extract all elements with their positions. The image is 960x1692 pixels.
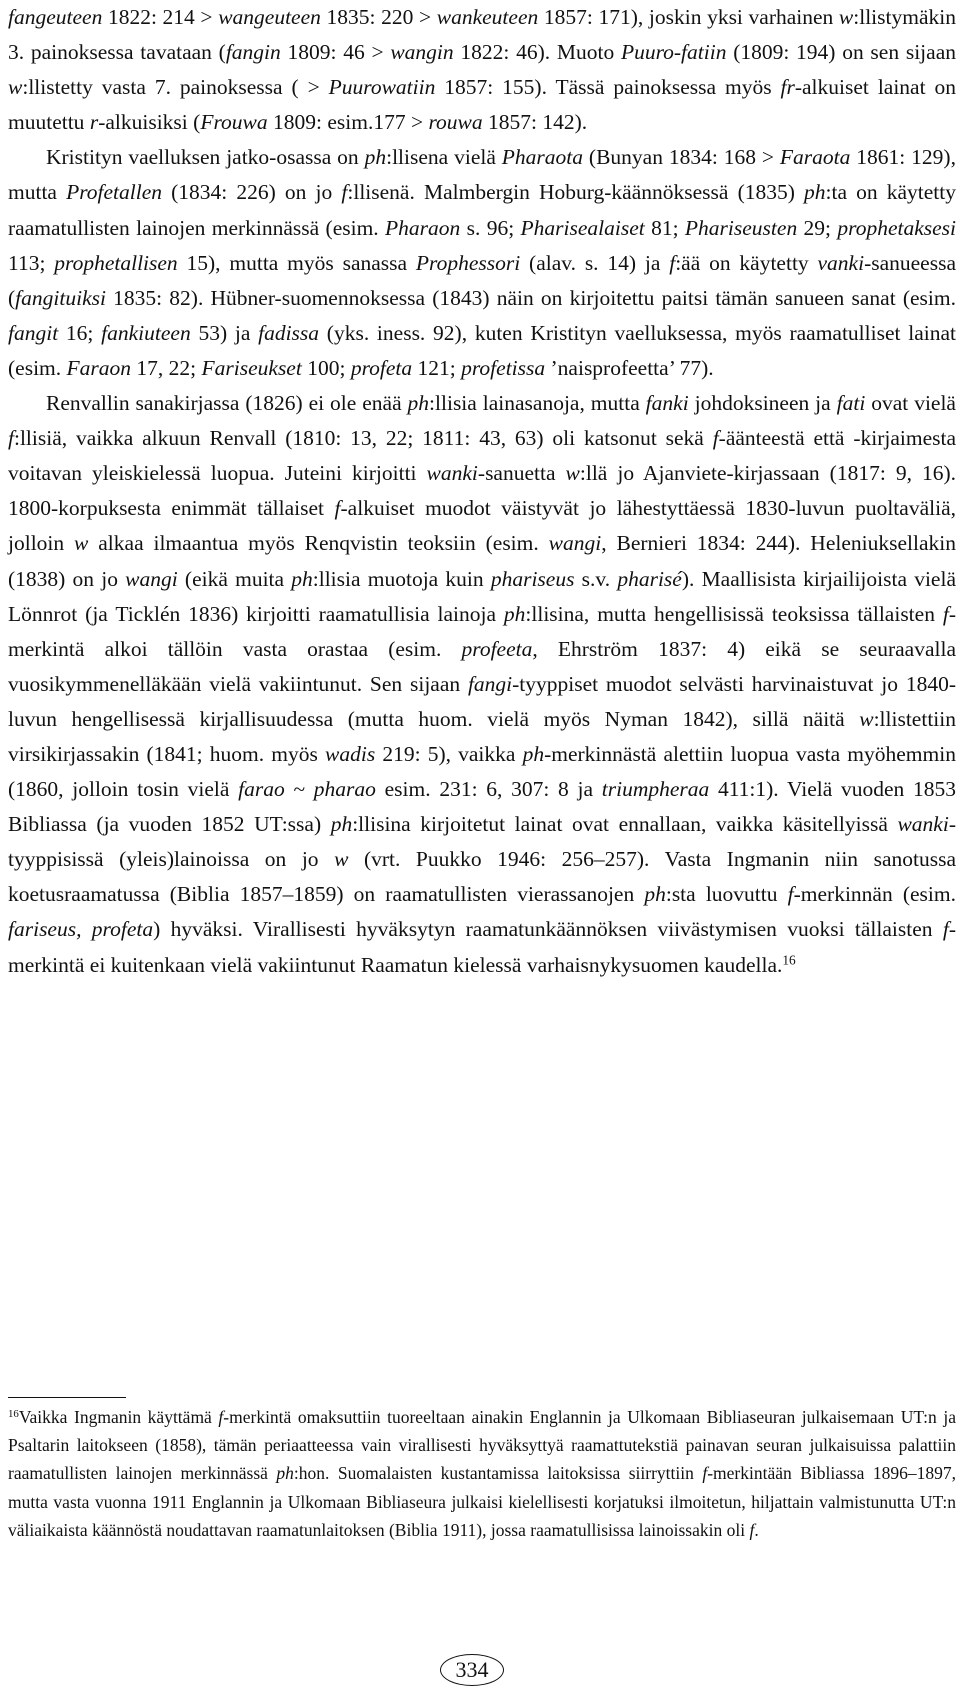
text-run: 1809: esim.177 > [267,110,429,135]
text-run: (alav. s. 14) ja [520,250,670,275]
italic-term: Prophessori [415,250,521,275]
text-run: alkaa ilmaantua myös Renqvistin teoksiin (esim. [88,531,549,556]
italic-term: wangin [390,40,454,65]
text-run: 1835: 82). Hübner-suomennoksessa (1843) näin on kirjoitettu paitsi tämän sanueen sanat (esim. [105,285,956,310]
text-run: :llisiä, vaikka alkuun Renvall (1810: 13, 22; 1811: 43, 63) oli katsonut sekä [13,426,713,451]
italic-term: phariseus [490,566,575,591]
text-run: 411:1). Vielä vuoden 1853 Bibliassa (ja vuoden 1852 UT:ssa) [8,777,956,837]
italic-term: f [334,496,341,521]
text-run: ’naisprofeetta’ 77). [545,355,714,380]
italic-term: fati [836,391,866,416]
italic-term: Pharaota [501,145,584,170]
italic-term: w [74,531,89,556]
text-run: 113; [8,250,55,275]
text-run: 1835: 220 > [320,5,437,29]
italic-term: wangeuteen [218,5,321,29]
italic-term: profeeta [461,636,533,661]
italic-term: ph [364,145,387,170]
text-run: 1861: 129), mutta [8,145,956,205]
text-run: -tyyppiset muodot selvästi harvinaistuvat jo 1840-luvun hengellisessä kirjallisuudessa (mutta huom. vielä myös Nyman 1842), sillä näitä [8,671,956,731]
text-run: -merkinnästä alettiin luopua vasta myöhemmin (1860, jolloin tosin vielä [8,741,956,802]
page-number [440,1654,504,1686]
italic-term: wankeuteen [436,5,539,29]
text-run: esim. 231: 6, 307: 8 ja [375,777,602,802]
italic-term: pharisé [617,566,682,591]
text-run: :sta luovuttu [665,882,788,907]
footnotes [8,1403,956,1544]
italic-term: wangi [125,566,178,591]
italic-term: farao [238,777,285,802]
text-run: . [754,1519,759,1540]
text-run: 15), mutta myös sanassa [177,250,416,275]
text-run: (1809: 194) on sen sijaan [726,40,956,65]
text-run: Renvallin sanakirjassa (1826) ei ole enää [46,391,408,416]
italic-term: profetissa [461,355,546,380]
italic-term: prophetaksesi [837,215,957,240]
paragraph [8,386,956,983]
text-run: :ää on käytetty [675,250,818,275]
italic-term: Pharisealaiset [520,215,645,240]
italic-term: Pharaon [385,215,461,240]
body-text [8,0,956,983]
text-run: -alkuisiksi ( [98,110,201,135]
text-run: :llä jo Ajanviete-kirjassaan (1817: 9, 16). 1800-korpuksesta enimmät tällaiset [8,461,957,521]
footnote-marker: 16 [782,952,796,968]
italic-term: ph [503,601,526,626]
paragraph [8,140,956,386]
text-run: 16; [58,320,102,345]
italic-term: Faraota [779,145,851,170]
text-run: -sanuetta [477,461,566,486]
text-run: 29; [797,215,838,240]
text-run: -äänteestä että -kirjaimesta voitavan yleiskielessä luopua. Juteini kirjoitti [8,426,956,486]
text-run: Vaikka Ingmanin käyttämä [18,1407,219,1427]
italic-term: wadis [325,741,376,766]
text-run: ). Maallisista kirjailijoista vielä Lönnrot (ja Ticklén 1836) kirjoitti raamatullisia lainoja [8,566,956,626]
text-run: 219: 5), vaikka [375,741,523,766]
italic-term: ph [291,566,313,591]
italic-term: Fariseukset [201,355,302,380]
italic-term: f [749,1519,755,1540]
text-run: (eikä muita [177,566,292,591]
italic-term: ph [330,812,353,837]
text-run: -tyyppisissä (yleis)lainoissa on jo [8,812,956,872]
text-run: :hon. Suomalaisten kustantamissa laitoksissa siirryttiin [293,1463,703,1484]
italic-term: Phariseusten [684,215,798,240]
text-run: (Bunyan 1834: 168 > [583,145,780,170]
italic-term: fanki [645,391,689,416]
text-run: :llistettiin virsikirjassakin (1841; huom. myös [8,706,956,766]
paragraph [8,0,956,140]
italic-term: ph [644,882,666,907]
italic-term: f [942,917,949,942]
italic-term: f [8,426,14,451]
footnote [8,1403,956,1544]
text-run: :llistetty vasta 7. painoksessa ( > [22,75,329,100]
italic-term: w [334,847,349,872]
text-run: johdoksineen ja [688,391,837,416]
italic-term: f [702,1463,708,1484]
italic-term: f [787,882,794,907]
italic-term: prophetallisen [54,250,178,275]
italic-term: f [218,1407,224,1427]
page-number-label: 334 [455,1657,489,1682]
text-run: 1809: 46 > [280,40,391,65]
text-run: :llisia muotoja kuin [312,566,491,591]
italic-term: ph [276,1463,294,1484]
italic-term: wanki [426,461,478,486]
text-run: s. 96; [460,215,521,240]
italic-term: Puuro-fatiin [620,40,727,65]
text-run: 1857: 171), joskin yksi varhainen [538,5,839,29]
text-run: :llisina, mutta hengellisissä teoksissa tällaisten [525,601,943,626]
text-run: -merkintä alkoi tällöin vasta orastaa (esim. [8,601,956,661]
italic-term: wangi [548,531,602,556]
italic-term: Profetallen [66,180,163,205]
text-run: 100; [301,355,351,380]
text-run: :llisenä. Malmbergin Hoburg-käännöksessä (1835) [347,180,805,205]
footnote-marker: 16 [8,1408,19,1421]
text-run: 53) ja [190,320,259,345]
italic-term: rouwa [428,110,483,135]
italic-term: fangit [8,320,59,345]
italic-term: fangituiksi [15,285,106,310]
text-run: -merkintä omaksuttiin tuoreeltaan ainakin Englannin ja Ulkomaan Bibliaseuran julkaisemaan UT:n ja Psaltarin laitokseen (1858), tämän periaatteessa vain virallisesti hyväksyttyä raamattutekstiä painavan seuran julkaisuissa palattiin raamatullisten lainojen merkinnässä [8,1407,956,1484]
text-run: 1857: 142). [482,110,588,135]
text-run: -merkintä ei kuitenkaan vielä vakiintunut Raamatun kielessä varhaisnykysuomen kaudella. [8,917,956,977]
italic-term: f [712,426,719,451]
italic-term: r [89,110,99,135]
text-run: (vrt. Puukko 1946: 256–257). Vasta Ingmanin niin sanotussa koetusraamatussa (Biblia 1857–1859) on raamatullisten vierassanojen [8,847,956,907]
text-run: (1834: 226) on jo [162,180,342,205]
text-run: :llisina kirjoitetut lainat ovat ennallaan, vaikka käsitellyissä [352,812,898,837]
italic-term: fangeuteen [8,5,103,29]
text-run: -sanueessa ( [8,250,956,310]
text-run: ~ [284,777,314,802]
italic-term: vanki [817,250,865,275]
italic-term: f [669,250,676,275]
text-run: ovat vielä [865,391,956,416]
italic-term: f [942,601,949,626]
italic-term: Puurowatiin [328,75,436,100]
italic-term: ph [804,180,826,205]
text-run: Kristityn vaelluksen jatko-osassa on [46,145,365,170]
text-run: s.v. [574,566,618,591]
italic-term: Frouwa [200,110,268,135]
text-run: -merkinnän (esim. [793,882,956,907]
text-run: ) hyväksi. Virallisesti hyväksytyn raamatunkäännöksen viivästymisen vuoksi tällaisten [153,917,943,942]
text-run: 1857: 155). Tässä painoksessa myös [435,75,781,100]
italic-term: f [341,180,348,205]
text-run: 121; [412,355,462,380]
text-run: 81; [644,215,685,240]
text-run: :llisena vielä [386,145,502,170]
text-run: , Bernieri 1834: 244). Heleniuksellakin (1838) on jo [8,531,956,591]
italic-term: fankiuteen [101,320,191,345]
italic-term: fangin [225,40,281,65]
text-run: 1822: 214 > [102,5,219,29]
italic-term: fadissa [258,320,320,345]
italic-term: Faraon [66,355,132,380]
italic-term: ph [407,391,430,416]
text-run: 1822: 46). Muoto [453,40,621,65]
italic-term: w [8,75,23,100]
italic-term: wanki [897,812,949,837]
italic-term: ph [522,741,545,766]
text-run: , Ehrström 1837: 4) eikä se seuraavalla vuosikymmenelläkään vielä vakiintunut. Sen sijaan [8,636,956,696]
italic-term: fr [780,75,795,100]
italic-term: fangi [467,671,513,696]
text-run: -alkuiset muodot väistyvät jo lähestyttäessä 1830-luvun puoltaväliä, jolloin [8,496,956,556]
text-run: -alkuiset lainat on muutettu [8,75,956,135]
text-run: -merkintään Bibliassa 1896–1897, mutta vasta vuonna 1911 Englannin ja Ulkomaan Bibliaseura julkaisi kielellisesti korjatuksi ilmoitetun, hiljattain valmistunutta UT:n väliaikaista käännöstä noudattavan raamatunlaitoksen (Biblia 1911), jossa raamatullisissa lainoissakin oli [8,1463,956,1540]
text-run: :llisia lainasanoja, mutta [429,391,646,416]
italic-term: pharao [313,777,376,802]
italic-term: profeta [350,355,413,380]
footnote-divider [8,1397,126,1398]
italic-term: w [565,461,580,486]
italic-term: triumpheraa [601,777,710,802]
text-run: :llistymäkin 3. painoksessa tavataan ( [8,5,956,65]
italic-term: fariseus, profeta [8,917,154,942]
text-run: (yks. iness. 92), kuten Kristityn vaelluksessa, myös raamatulliset lainat (esim. [8,320,956,380]
text-run: 17, 22; [131,355,202,380]
text-run: :ta on käytetty raamatullisten lainojen merkinnässä (esim. [8,180,956,240]
italic-term: w [838,5,854,29]
italic-term: w [859,706,874,731]
